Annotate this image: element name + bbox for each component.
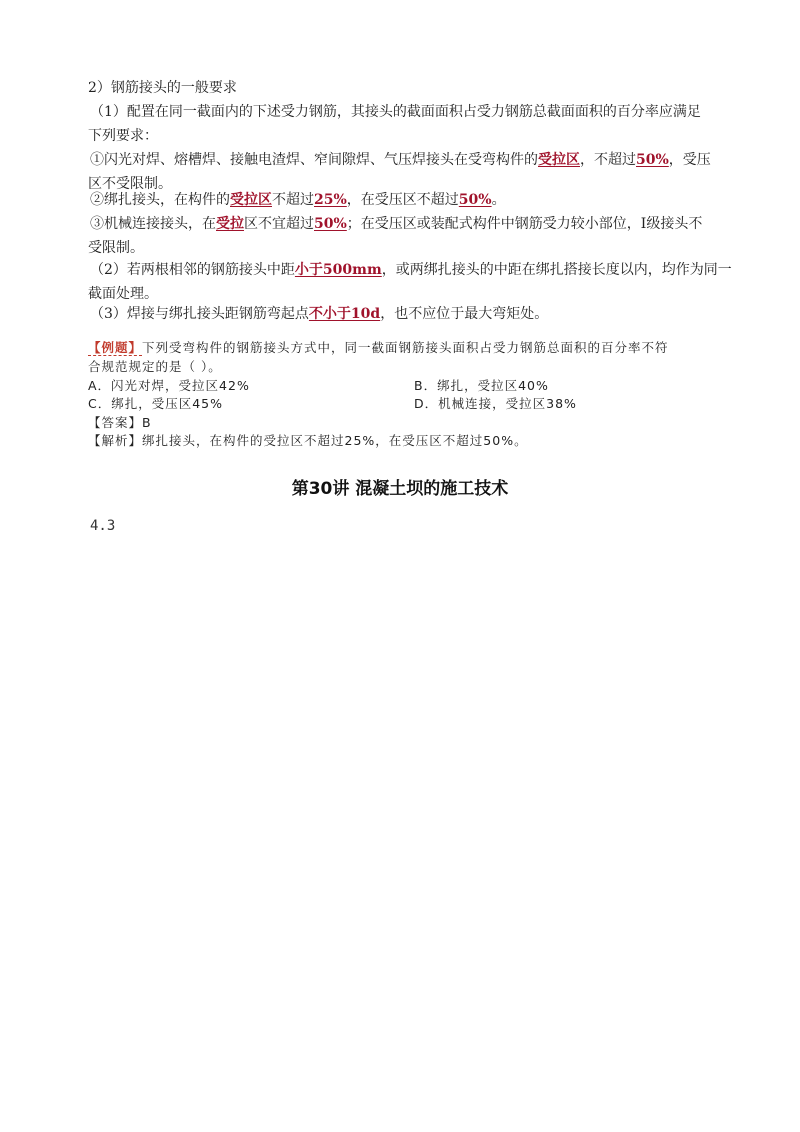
highlight-tension: 受拉 [216,216,244,232]
item-1-line-2: 区不受限制。 [88,176,172,192]
item-2: ②绑扎接头，在构件的受拉区不超过25%，在受压区不超过50%。 [90,192,506,208]
example-question-line-1: 【例题】下列受弯构件的钢筋接头方式中，同一截面钢筋接头面积占受力钢筋总面积的百分率不符 [88,340,669,355]
highlight-tension-zone: 受拉区 [538,152,580,168]
highlight-tension-zone: 受拉区 [230,192,272,208]
highlight-percent: 50% [636,152,669,168]
paragraph-1-line-1: （1）配置在同一截面内的下述受力钢筋，其接头的截面面积占受力钢筋总截面面积的百分率应满足 [90,104,701,120]
example-question-line-2: 合规范规定的是（ ）。 [88,359,222,374]
highlight-percent: 50% [314,216,347,232]
example-tag: 【例题】 [88,340,143,355]
highlight-distance: 小于500mm [294,262,382,278]
paragraph-2-line-1: （2）若两根相邻的钢筋接头中距小于500mm，或两绑扎接头的中距在绑扎搭接长度以内，均作为同一 [90,262,732,278]
option-b: B．绑扎，受拉区40% [414,378,549,393]
paragraph-1-line-2: 下列要求： [88,128,158,144]
section-heading: 2）钢筋接头的一般要求 [88,80,237,96]
lecture-title: 第30讲 混凝土坝的施工技术 [291,479,509,499]
option-d: D．机械连接，受拉区38% [414,396,577,411]
highlight-percent: 25% [314,192,347,208]
option-c: C．绑扎，受压区45% [88,396,224,411]
analysis: 【解析】绑扎接头，在构件的受拉区不超过25%，在受压区不超过50%。 [88,433,528,448]
item-3-line-2: 受限制。 [88,240,144,256]
item-1-line-1: ①闪光对焊、熔槽焊、接触电渣焊、窄间隙焊、气压焊接头在受弯构件的受拉区，不超过50%，受压 [90,152,711,168]
item-3-line-1: ③机械连接接头，在受拉区不宜超过50%；在受压区或装配式构件中钢筋受力较小部位，Ⅰ级接头不 [90,216,703,232]
answer: 【答案】B [88,415,152,430]
option-a: A．闪光对焊，受拉区42% [88,378,250,393]
section-number: 4.3 [90,518,116,534]
highlight-bend-distance: 不小于10d [308,306,381,322]
highlight-percent: 50% [458,192,492,208]
paragraph-2-line-2: 截面处理。 [88,286,158,302]
paragraph-3: （3）焊接与绑扎接头距钢筋弯起点不小于10d，也不应位于最大弯矩处。 [90,306,549,322]
